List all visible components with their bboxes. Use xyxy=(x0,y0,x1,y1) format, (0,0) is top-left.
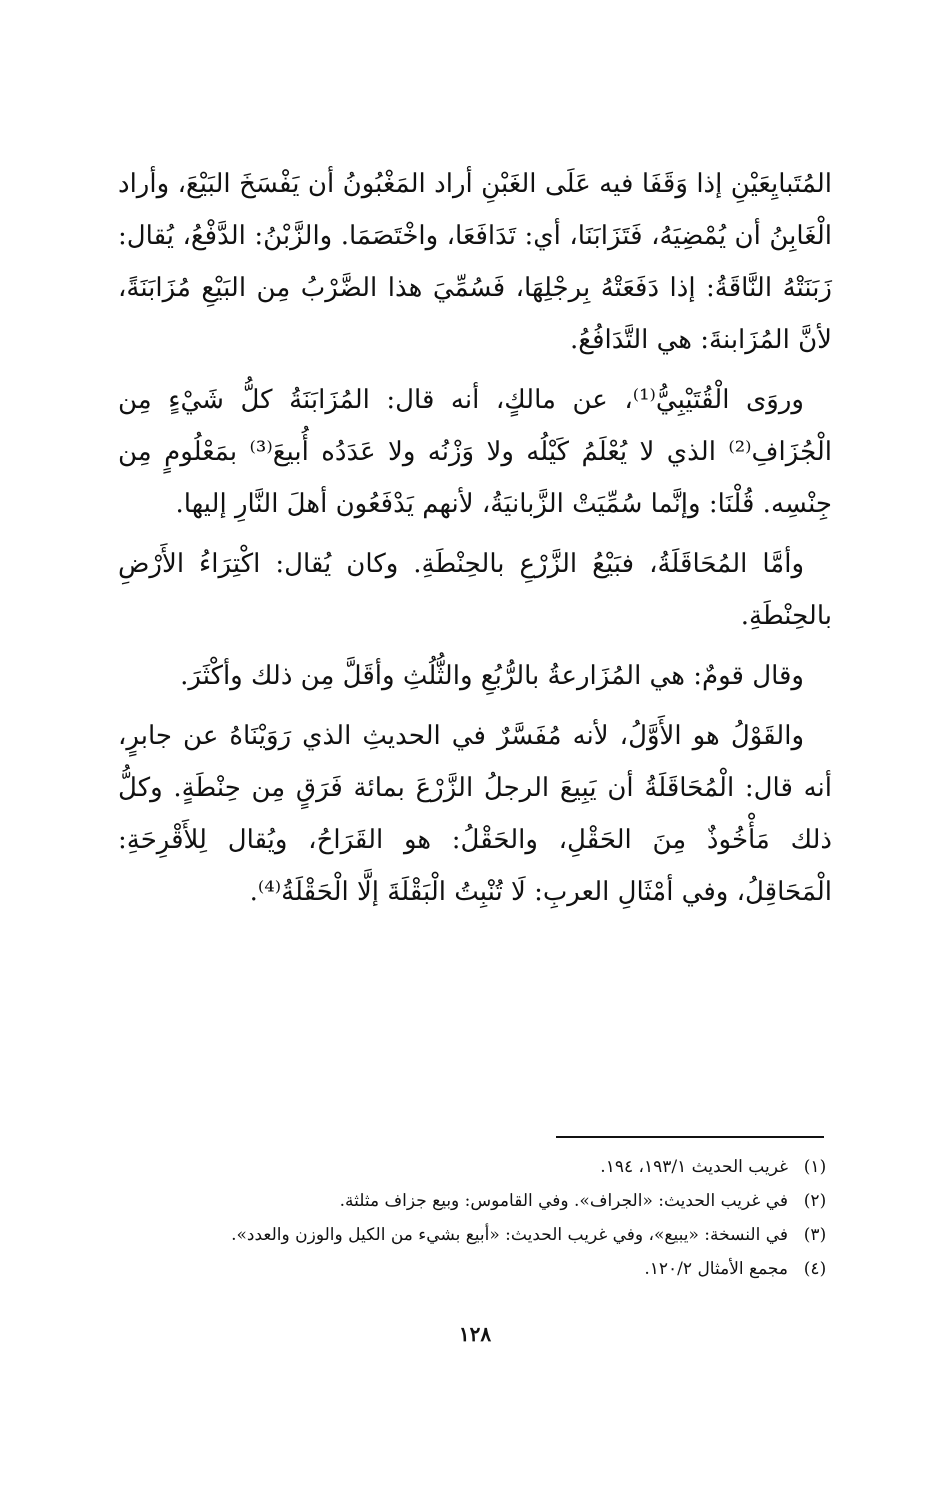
paragraph-5: والقَوْلُ هو الأَوَّلُ، لأنه مُفَسَّرٌ في الحديثِ الذي رَوَيْنَاهُ عن جابرٍ، أنه قال: الْمُحَاقَلَةُ أن يَبِيعَ الرجلُ الزَّرْعَ بمائة فَرَقٍ مِن حِنْطَةٍ. وكلُّ ذلك مَأْخُوذٌ مِنَ الحَقْلِ، والحَقْلُ: هو القَرَاحُ، ويُقال لِلأَقْرِحَةِ: الْمَحَاقِلُ، وفي أمْثَالِ العربِ: لَا تُنْبِتُ الْبَقْلَةَ إلَّا الْحَقْلَةُ⁽⁴⁾. xyxy=(118,721,832,907)
footnote-separator xyxy=(556,1136,824,1138)
footnote-text: غريب الحديث ١٩٣/١، ١٩٤. xyxy=(600,1157,788,1177)
footnote-text: في النسخة: «يبيع»، وفي غريب الحديث: «أبيع بشيء من الكيل والوزن والعدد». xyxy=(231,1225,788,1245)
paragraph-3: وأمَّا المُحَاقَلَةُ، فبَيْعُ الزَّرْعِ بالحِنْطَةِ. وكان يُقال: اكْتِرَاءُ الأَرْضِ بالحِنْطَةِ. xyxy=(118,549,832,631)
page-number: ١٢٨ xyxy=(458,1322,492,1346)
footnote-text: في غريب الحديث: «الجراف». وفي القاموس: وبيع جزاف مثلثة. xyxy=(339,1191,788,1211)
paragraph-2: وروَى الْقُتَيْبِيُّ⁽¹⁾، عن مالكٍ، أنه قال: المُزَابَنَةُ كلُّ شَيْءٍ مِن الْجُزَافِ⁽²⁾ الذي لا يُعْلَمُ كَيْلُه ولا وَزْنُه ولا عَدَدُه أُبيعَ⁽³⁾ بمَعْلُومٍ مِن جِنْسِه. قُلْنَا: وإنَّما سُمِّيَتْ الزَّبانيَةُ، لأنهم يَدْفَعُون أهلَ النَّارِ إليها. xyxy=(118,385,832,519)
footnote-4 xyxy=(100,1252,830,1286)
paragraph-1: المُتَبايِعَيْنِ إذا وَقَفَا فيه عَلَى الغَبْنِ أراد المَغْبُونُ أن يَفْسَخَ البَيْعَ، وأراد الْغَابِنُ أن يُمْضِيَهُ، فَتَزَابَنَا، أي: تَدَافَعَا، واخْتَصَمَا. والزَّبْنُ: الدَّفْعُ، يُقال: زَبَنَتْهُ النَّاقَةُ: إذا دَفَعَتْهُ بِرجْلِهَا، فَسُمِّيَ هذا الضَّرْبُ مِن البَيْعِ مُزَابَنَةً، لأنَّ المُزَابنةَ: هي التَّدَافُعُ. xyxy=(118,169,832,355)
paragraph-4: وقال قومٌ: هي المُزَارعةُ بالرُّبُعِ والثُّلُثِ وأقَلَّ مِن ذلك وأكْثَرَ. xyxy=(180,661,804,691)
footnote-2 xyxy=(100,1184,830,1218)
main-text xyxy=(118,158,832,926)
footnotes xyxy=(100,1150,830,1286)
footnote-number: (١) xyxy=(803,1157,827,1177)
footnote-number: (٣) xyxy=(803,1225,827,1245)
footnote-number: (٤) xyxy=(803,1259,827,1279)
footnote-1 xyxy=(100,1150,830,1184)
footnote-3 xyxy=(100,1218,830,1252)
footnote-text: مجمع الأمثال ١٢٠/٢. xyxy=(644,1259,788,1279)
footnote-number: (٢) xyxy=(803,1191,827,1211)
